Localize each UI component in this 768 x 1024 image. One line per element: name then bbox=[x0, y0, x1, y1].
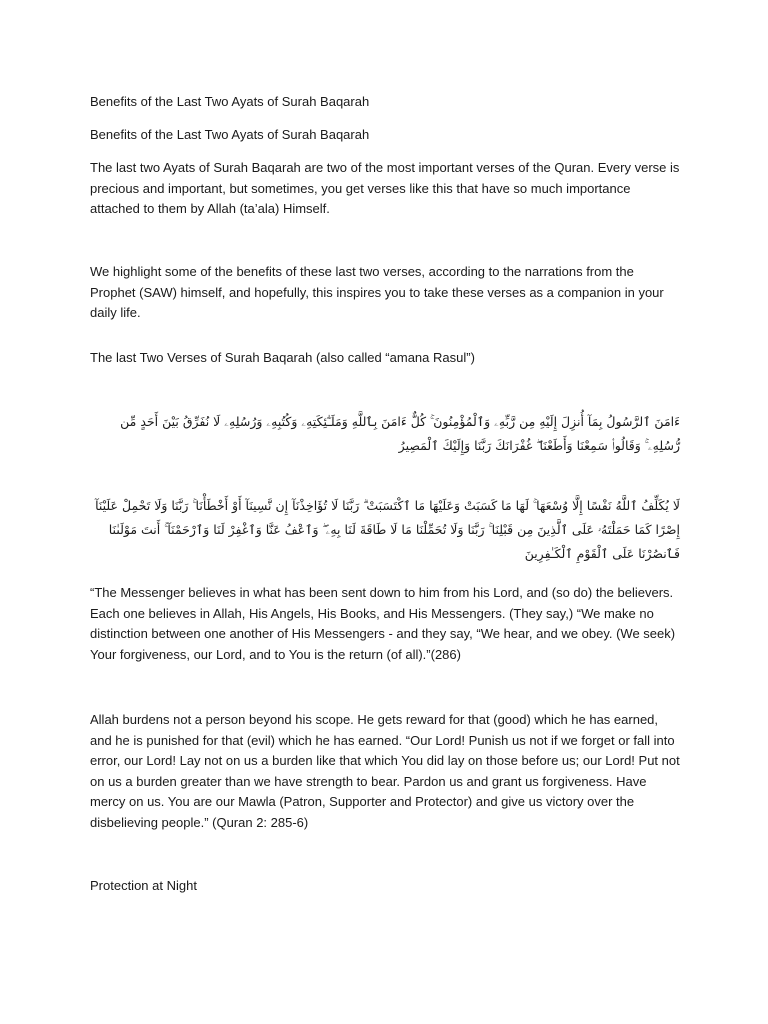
highlight-paragraph: We highlight some of the benefits of these last two verses, according to the narrations from the Prophet (SAW) himself, and hopefully, this inspires you to take these verses as a companion in your daily life. bbox=[90, 264, 664, 320]
document-heading-2: Benefits of the Last Two Ayats of Surah Baqarah bbox=[90, 127, 370, 142]
arabic-verse-285: ءَامَنَ ٱلرَّسُولُ بِمَآ أُنزِلَ إِلَيْهِ مِن رَّبِّهِۦ وَٱلْمُؤْمِنُونَ ۚ كُلٌّ ءَامَنَ بِٱللَّهِ وَمَلَـٰٓئِكَتِهِۦ وَكُتُبِهِۦ وَرُسُلِهِۦ لَا نُفَرِّقُ بَيْنَ أَحَدٍ مِّن رُّسُلِهِۦ ۚ وَقَالُوا۟ سَمِعْنَا وَأَطَعْنَا ۖ غُفْرَانَكَ رَبَّنَا وَإِلَيْكَ ٱلْمَصِيرُ bbox=[120, 414, 680, 453]
arabic-verse-286: لَا يُكَلِّفُ ٱللَّهُ نَفْسًا إِلَّا وُسْعَهَا ۚ لَهَا مَا كَسَبَتْ وَعَلَيْهَا مَا ٱكْتَسَبَتْ ۗ رَبَّنَا لَا تُؤَاخِذْنَآ إِن نَّسِينَآ أَوْ أَخْطَأْنَا ۚ رَبَّنَا وَلَا تَحْمِلْ عَلَيْنَآ إِصْرًا كَمَا حَمَلْتَهُۥ عَلَى ٱلَّذِينَ مِن قَبْلِنَا ۚ رَبَّنَا وَلَا تُحَمِّلْنَا مَا لَا طَاقَةَ لَنَا بِهِۦ ۖ وَٱعْفُ عَنَّا وَٱغْفِرْ لَنَا وَٱرْحَمْنَآ ۚ أَنتَ مَوْلَىٰنَا فَٱنصُرْنَا عَلَى ٱلْقَوْمِ ٱلْكَـٰفِرِينَ bbox=[95, 498, 680, 561]
verses-heading: The last Two Verses of Surah Baqarah (also called “amana Rasul”) bbox=[90, 350, 475, 365]
translation-verse-285: “The Messenger believes in what has been sent down to him from his Lord, and (so do) the believers. Each one believes in Allah, His Angels, His Books, and His Messengers. (They say,) “We make no distinction between one another of His Messengers - and they say, “We hear, and we obey. (We seek) Your forgiveness, our Lord, and to You is the return (of all).”(286) bbox=[90, 585, 676, 662]
document-heading-1: Benefits of the Last Two Ayats of Surah Baqarah bbox=[90, 94, 370, 109]
translation-verse-286: Allah burdens not a person beyond his scope. He gets reward for that (good) which he has earned, and he is punished for that (evil) which he has earned. “Our Lord! Punish us not if we forget or fall into error, our Lord! Lay not on us a burden like that which You did lay on those before us; our Lord! Put not on us a burden greater than we have strength to bear. Pardon us and grant us forgiveness. Have mercy on us. You are our Mawla (Patron, Supporter and Protector) and give us victory over the disbelieving people.” (Quran 2: 285-6) bbox=[90, 712, 680, 830]
intro-paragraph: The last two Ayats of Surah Baqarah are two of the most important verses of the Quran. Every verse is precious and important, but sometimes, you get verses like this that have so much importance attached to them by Allah (ta’ala) Himself. bbox=[90, 160, 680, 216]
protection-heading: Protection at Night bbox=[90, 878, 197, 893]
